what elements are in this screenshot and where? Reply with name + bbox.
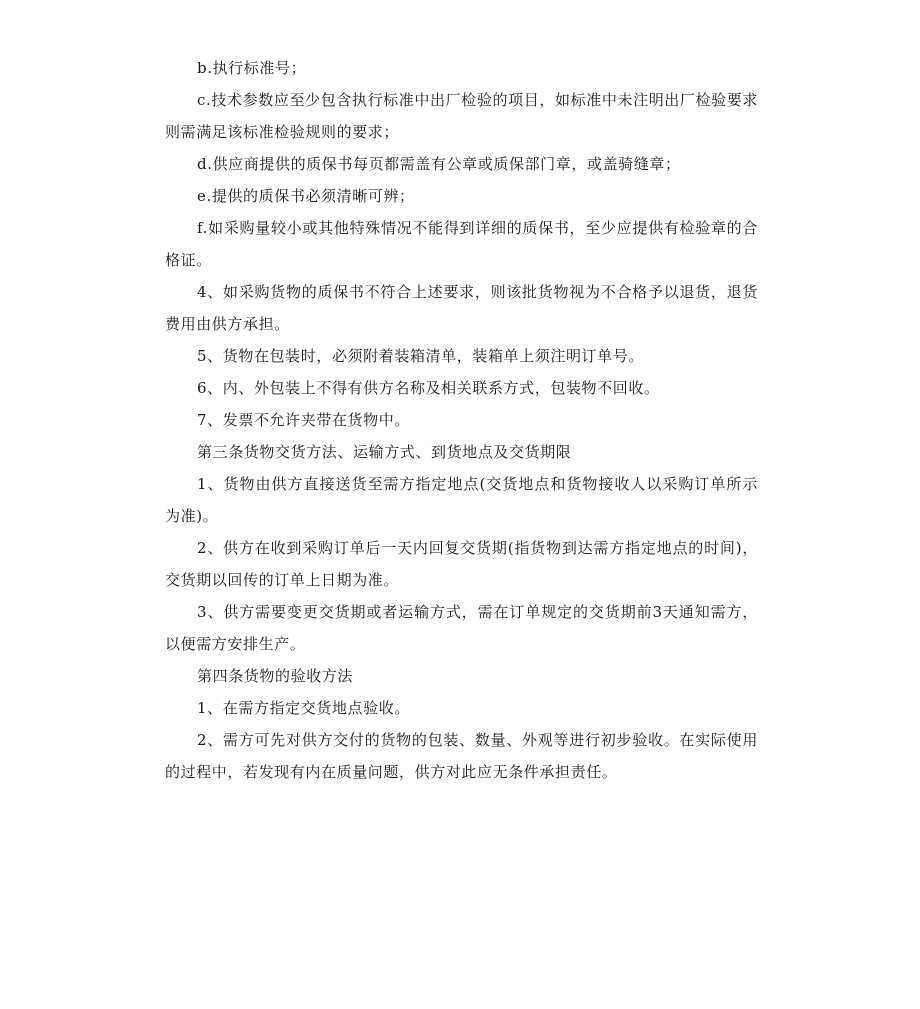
- paragraph-acceptance-location: 1、在需方指定交货地点验收。: [197, 699, 410, 717]
- paragraph-certificate-legible: e.提供的质保书必须清晰可辨；: [197, 187, 415, 205]
- paragraph-delivery-location: 1、货物由供方直接送货至需方指定地点(交货地点和货物接收人以采购订单所示为准)。: [165, 475, 758, 525]
- paragraph-clause-4-return: 4、如采购货物的质保书不符合上述要求，则该批货物视为不合格予以退货，退货费用由供方承担。: [165, 283, 758, 333]
- paragraph-technical-parameters: c.技术参数应至少包含执行标准中出厂检验的项目，如标准中未注明出厂检验要求则需满足该标准检验规则的要求；: [165, 91, 758, 141]
- paragraph-preliminary-inspection: 2、需方可先对供方交付的货物的包装、数量、外观等进行初步验收。在实际使用的过程中，若发现有内在质量问题，供方对此应无条件承担责任。: [165, 731, 758, 781]
- paragraph-delivery-change: 3、供方需要变更交货期或者运输方式，需在订单规定的交货期前3天通知需方，以便需方安排生产。: [165, 603, 758, 653]
- paragraph-clause-7-invoice: 7、发票不允许夹带在货物中。: [197, 411, 410, 429]
- document-body: [165, 52, 758, 788]
- paragraph-standard-number: b.执行标准号；: [197, 59, 307, 77]
- section-heading-article-3: 第三条货物交货方法、运输方式、到货地点及交货期限: [197, 443, 572, 461]
- section-heading-article-4: 第四条货物的验收方法: [197, 667, 354, 685]
- paragraph-delivery-reply: 2、供方在收到采购订单后一天内回复交货期(指货物到达需方指定地点的时间)，交货期以回传的订单上日期为准。: [165, 539, 758, 589]
- paragraph-quality-certificate-seal: d.供应商提供的质保书每页都需盖有公章或质保部门章，或盖骑缝章；: [197, 155, 681, 173]
- paragraph-clause-5-packing-list: 5、货物在包装时，必须附着装箱清单，装箱单上须注明订单号。: [197, 347, 644, 365]
- paragraph-small-quantity-certificate: f.如采购量较小或其他特殊情况不能得到详细的质保书，至少应提供有检验章的合格证。: [165, 219, 758, 269]
- paragraph-clause-6-packaging: 6、内、外包装上不得有供方名称及相关联系方式，包装物不回收。: [197, 379, 660, 397]
